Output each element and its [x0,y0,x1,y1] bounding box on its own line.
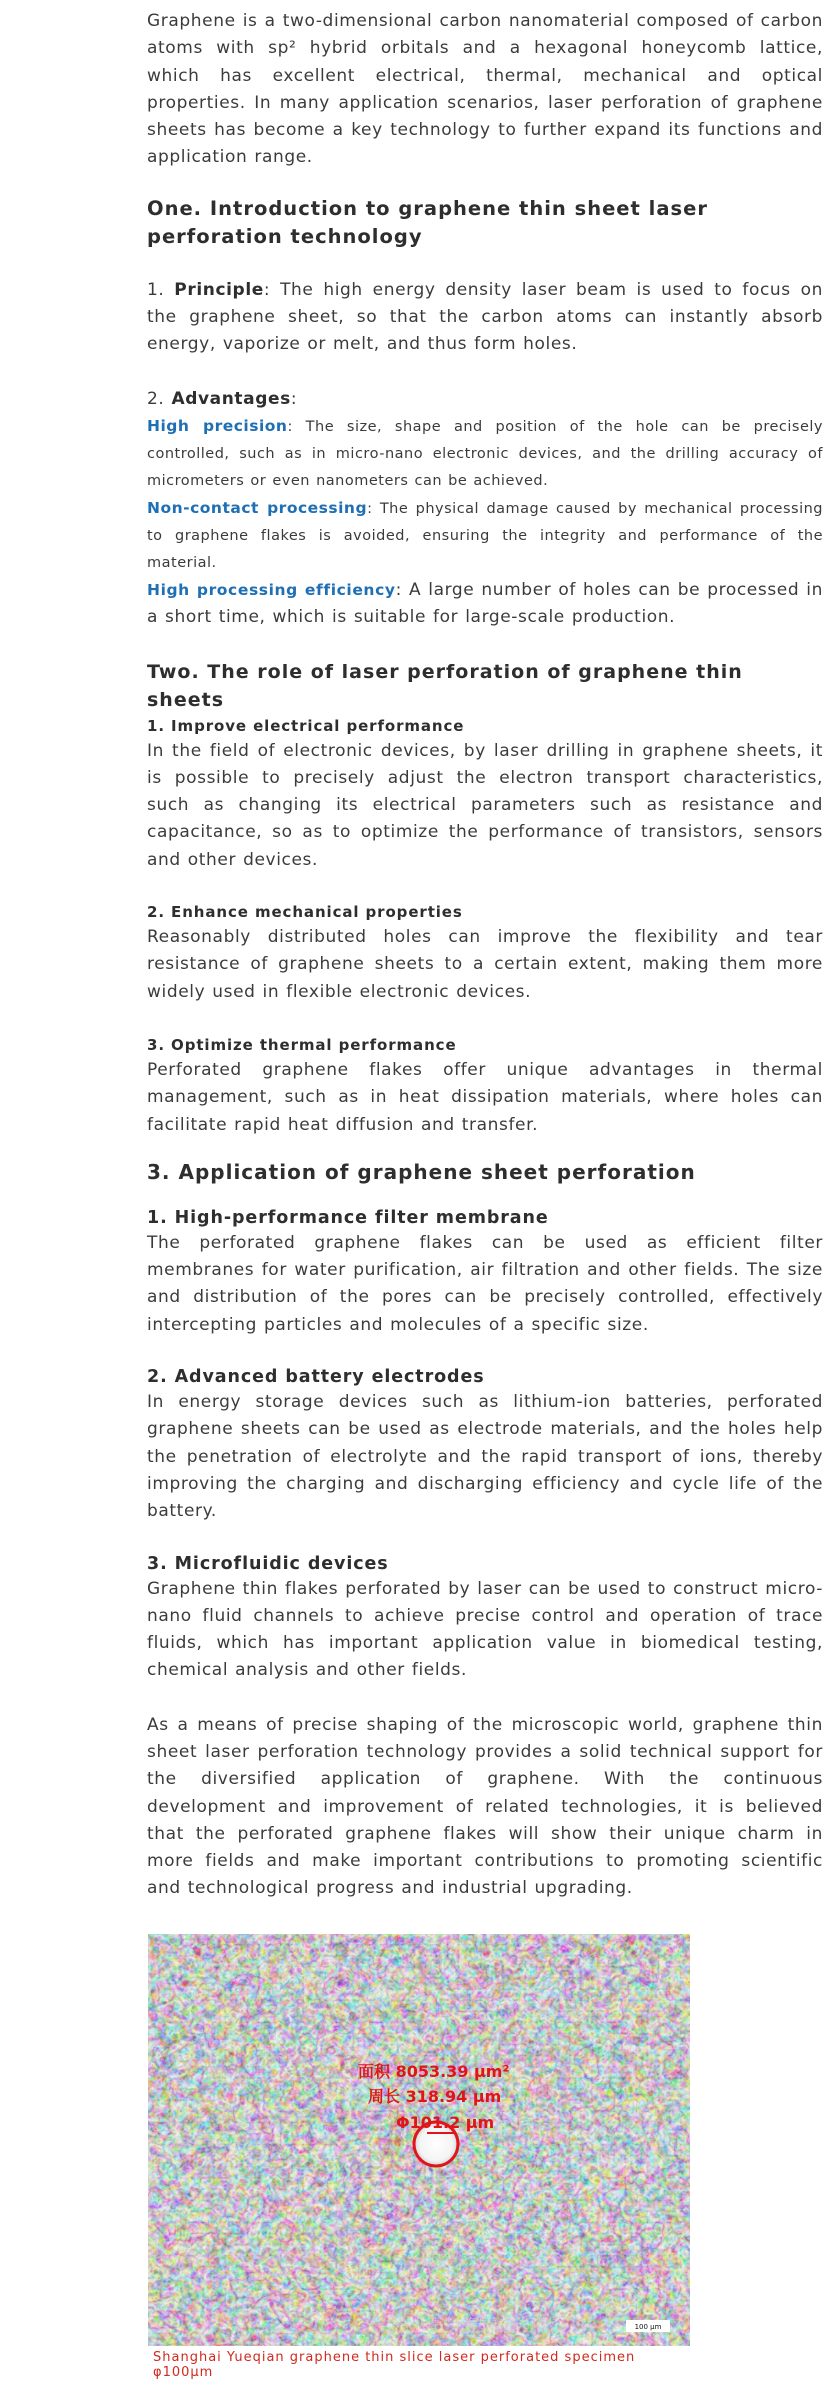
advantage-text-precision: : The size, shape and position of the hole can be precisely controlled, such as in micro-nano electronic devices, and the drilling accuracy of micrometers or even nanometers can be achieved. [147,418,823,489]
scale-bar-label: 100 μm [634,2323,662,2331]
role-heading-thermal: 3. Optimize thermal performance [147,1035,457,1054]
app-text-filter: The perforated graphene flakes can be used as efficient filter membranes for water purification, air filtration and other fields. The size and distribution of the pores can be precisely controlled, effectively intercepting particles and molecules of a specific size. [147,1232,823,1335]
app-heading-filter: 1. High-performance filter membrane [147,1207,549,1228]
app-text-microfluidic: Graphene thin flakes perforated by laser can be used to construct micro-nano fluid channels to achieve precise control and operation of trace fluids, which has important application value in biomedical testing, chemical analysis and other fields. [147,1578,823,1681]
intro-paragraph: Graphene is a two-dimensional carbon nanomaterial composed of carbon atoms with sp² hybrid orbitals and a hexagonal honeycomb lattice, which has excellent electrical, thermal, mechanical and optical properties. In many application scenarios, laser perforation of graphene sheets has become a key technology to further expand its functions and application range. [147,11,823,168]
principle-number: 1. [147,279,175,300]
app-heading-battery: 2. Advanced battery electrodes [147,1367,485,1388]
conclusion-paragraph: As a means of precise shaping of the microscopic world, graphene thin sheet laser perforation technology provides a solid technical support for the diversified application of graphene. With the continuous development and improvement of related technologies, it is believed that the perforated graphene flakes will show their unique charm in more fields and make important contributions to promoting scientific and technological progress and industrial upgrading. [147,1714,823,1899]
section-one-title: One. Introduction to graphene thin sheet laser perforation technology [147,196,708,248]
advantage-efficiency [147,577,823,632]
watermark-text: 公众号 · 上海岳乾激光科技 [400,2317,556,2332]
micrograph-texture [148,1934,690,2346]
section-two-title: Two. The role of laser perforation of graphene thin sheets [147,660,743,711]
advantages-number: 2. [147,388,172,409]
measure-area-label: 面积 8053.39 μm² [358,2062,510,2081]
principle-label: Principle [174,279,264,300]
principle-text: : The high energy density laser beam is used to focus on the graphene sheet, so that the carbon atoms can instantly absorb energy, vaporize or melt, and thus form holes. [147,279,823,355]
advantage-label-efficiency: High processing efficiency [147,580,396,599]
article [147,0,823,1903]
advantage-text-efficiency: : A large number of holes can be processed in a short time, which is suitable for large-scale production. [147,579,823,628]
role-text-electrical: In the field of electronic devices, by laser drilling in graphene sheets, it is possible to precisely adjust the electron transport characteristics, such as changing its electrical parameters such as resistance and capacitance, so as to optimize the performance of transistors, sensors and other devices. [147,740,823,870]
advantages-colon: : [290,388,298,409]
measure-perimeter-label: 周长 318.94 μm [368,2087,502,2106]
section-three-title: 3. Application of graphene sheet perforation [147,1159,696,1184]
advantages-label: Advantages [171,388,291,409]
advantage-text-non-contact: : The physical damage caused by mechanical processing to graphene flakes is avoided, ensuring the integrity and performance of the material. [147,500,823,571]
advantage-non-contact [147,495,823,577]
role-text-mechanical: Reasonably distributed holes can improve the flexibility and tear resistance of graphene sheets to a certain extent, making them more widely used in flexible electronic devices. [147,927,823,1002]
figure-caption: Shanghai Yueqian graphene thin slice laser perforated specimen φ100μm [153,2350,636,2380]
app-text-battery: In energy storage devices such as lithium-ion batteries, perforated graphene sheets can be used as electrode materials, and the holes help the penetration of electrolyte and the rapid transport of ions, thereby improving the charging and discharging efficiency and cycle life of the battery. [147,1392,823,1522]
measure-diameter-label: Φ101.2 μm [396,2113,495,2132]
role-heading-electrical: 1. Improve electrical performance [147,716,465,735]
advantage-label-precision: High precision [147,416,288,435]
advantages-heading [147,386,823,413]
principle-paragraph [147,277,823,359]
specimen-micrograph [148,1934,690,2346]
advantage-label-non-contact: Non-contact processing [147,498,368,517]
app-heading-microfluidic: 3. Microfluidic devices [147,1553,389,1574]
advantage-high-precision [147,413,823,495]
role-heading-mechanical: 2. Enhance mechanical properties [147,903,463,922]
role-text-thermal: Perforated graphene flakes offer unique advantages in thermal management, such as in heat dissipation materials, where holes can facilitate rapid heat diffusion and transfer. [147,1059,823,1135]
